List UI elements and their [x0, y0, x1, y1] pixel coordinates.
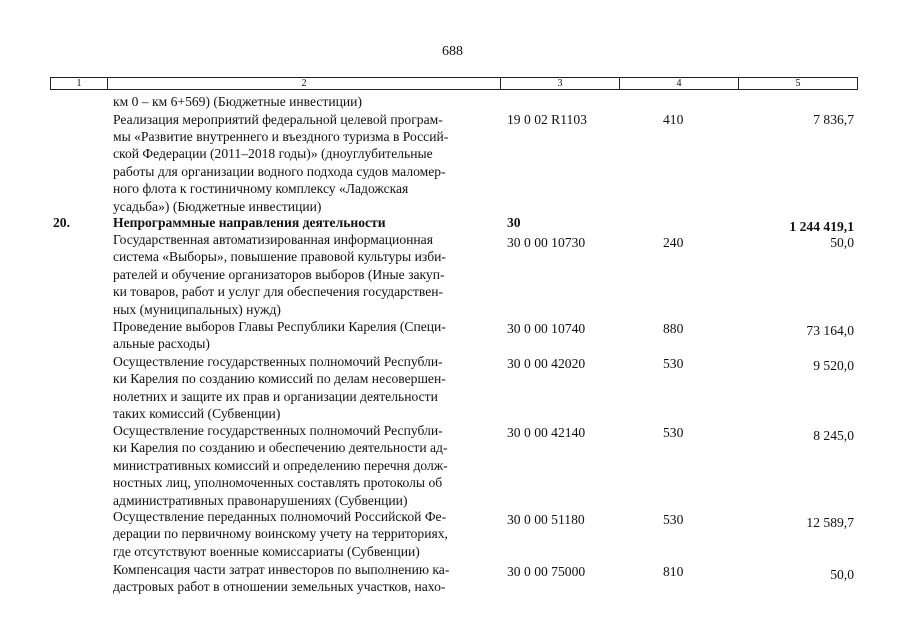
- row-expense-type: 530: [663, 425, 684, 440]
- row-description-line: ностных лиц, уполномоченных составлять протоколы об: [113, 475, 443, 491]
- row-description-line: работы для организации водного подхода судов маломер-: [113, 163, 446, 179]
- row-description-line: ской Федерации (2011–2018 годы)» (дноуглубительные: [113, 146, 433, 162]
- section-title: Непрограммные направления деятельности: [113, 215, 386, 230]
- header-col-1: 1: [50, 77, 108, 90]
- page-number: 688: [442, 44, 463, 59]
- row-amount: 73 164,0: [806, 323, 854, 338]
- row-code: 30 0 00 42020: [507, 356, 586, 371]
- header-col-4: 4: [619, 77, 739, 90]
- header-col-2: 2: [107, 77, 501, 90]
- row-expense-type: 810: [663, 564, 684, 579]
- row-code: 30 0 00 51180: [507, 512, 585, 527]
- row-description-line: ных (муниципальных) нужд): [113, 301, 281, 317]
- row-description-line: нолетних и защите их прав и организации деятельности: [113, 388, 438, 404]
- row-description-line: альные расходы): [113, 336, 210, 352]
- row-description-line: дастровых работ в отношении земельных участков, нахо-: [113, 579, 446, 595]
- row-expense-type: 530: [663, 356, 684, 371]
- row-description-line: ного флота к гостиничному комплексу «Ладожская: [113, 181, 409, 197]
- row-description-line: дерации по первичному воинскому учету на территориях,: [113, 526, 448, 542]
- row-expense-type: 410: [663, 111, 684, 127]
- row-description-line: где отсутствуют военные комиссариаты (Субвенции): [113, 543, 420, 559]
- row-amount: 9 520,0: [813, 358, 854, 373]
- row-description-line: усадьба») (Бюджетные инвестиции): [113, 198, 322, 214]
- row-amount: 7 836,7: [813, 111, 854, 127]
- row-description-line: Осуществление государственных полномочий Республи-: [113, 354, 443, 369]
- section-code: 30: [507, 215, 521, 230]
- row-description-line: система «Выборы», повышение правовой культуры изби-: [113, 249, 446, 265]
- continuation-line: км 0 – км 6+569) (Бюджетные инвестиции): [113, 94, 362, 109]
- row-description-line: Осуществление государственных полномочий Республи-: [113, 423, 443, 438]
- row-amount: 8 245,0: [813, 428, 854, 443]
- row-description-line: ки Карелия по созданию и обеспечению деятельности ад-: [113, 440, 448, 456]
- row-expense-type: 240: [663, 235, 684, 250]
- header-col-5: 5: [738, 77, 858, 90]
- header-col-3: 3: [500, 77, 620, 90]
- row-amount: 12 589,7: [806, 515, 854, 530]
- row-code: 19 0 02 R1103: [507, 111, 587, 127]
- row-description-line: министративных комиссий и определению перечня долж-: [113, 457, 448, 473]
- section-number: 20.: [53, 215, 70, 230]
- row-description-line: мы «Развитие внутреннего и въездного туризма в Россий-: [113, 128, 449, 144]
- row-expense-type: 880: [663, 321, 684, 336]
- row-description-line: Реализация мероприятий федеральной целевой програм-: [113, 111, 443, 127]
- row-description-line: рателей и обучение организаторов выборов (Иные закуп-: [113, 266, 445, 282]
- row-description-line: Компенсация части затрат инвесторов по выполнению ка-: [113, 562, 450, 577]
- row-code: 30 0 00 10730: [507, 235, 586, 250]
- row-code: 30 0 00 42140: [507, 425, 586, 440]
- row-amount: 50,0: [830, 235, 854, 250]
- row-description-line: Осуществление переданных полномочий Российской Фе-: [113, 509, 447, 524]
- row-code: 30 0 00 75000: [507, 564, 586, 579]
- row-description-line: ки товаров, работ и услуг для обеспечения государствен-: [113, 284, 444, 300]
- section-amount: 1 244 419,1: [789, 219, 854, 234]
- row-amount: 50,0: [830, 567, 854, 582]
- row-description-line: Проведение выборов Главы Республики Карелия (Специ-: [113, 319, 446, 334]
- row-description-line: административных правонарушениях (Субвенции): [113, 492, 408, 508]
- row-code: 30 0 00 10740: [507, 321, 586, 336]
- row-expense-type: 530: [663, 512, 684, 527]
- row-description-line: таких комиссий (Субвенции): [113, 406, 281, 422]
- row-description-line: Государственная автоматизированная информационная: [113, 232, 433, 247]
- row-description-line: ки Карелия по созданию комиссий по делам несовершен-: [113, 371, 446, 387]
